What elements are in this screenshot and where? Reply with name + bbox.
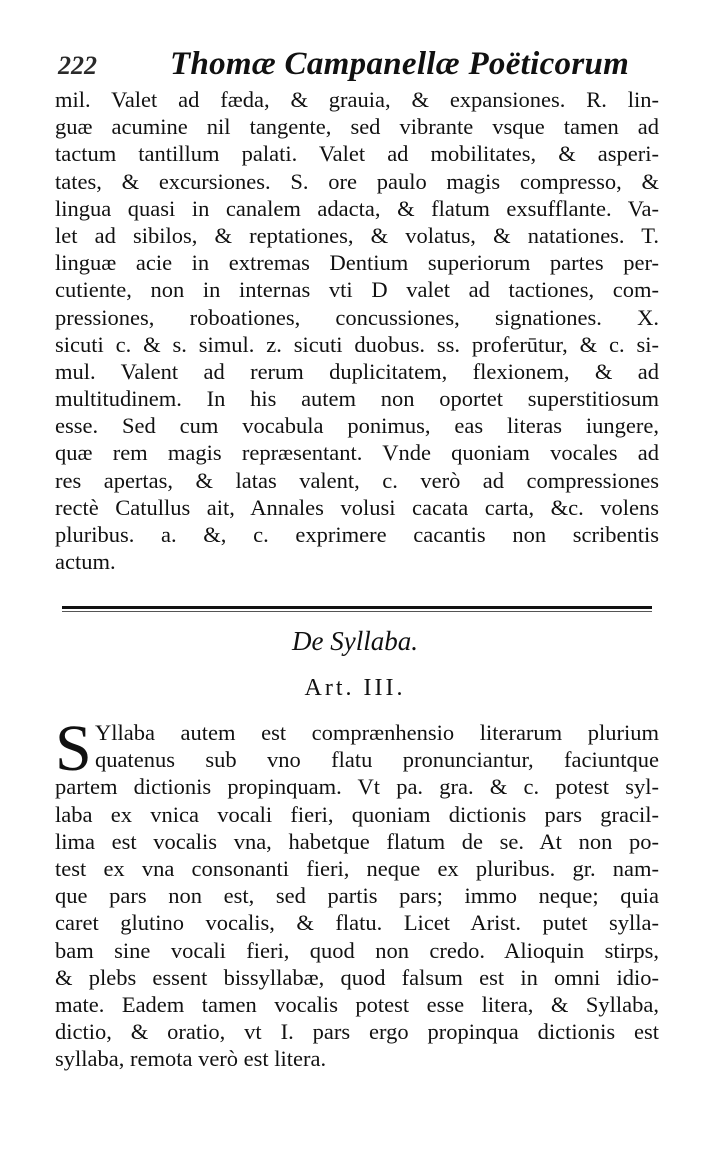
text-line: quatenus sub vno flatu pronunciantur, faciuntque [95, 747, 659, 773]
running-head [58, 46, 678, 84]
text-line: bam sine vocali fieri, quod non credo. Alioquin stirps, [55, 937, 659, 963]
section-divider-thin [62, 611, 652, 612]
text-line: partem dictionis propinquam. Vt pa. gra. & c. potest syl- [55, 774, 659, 800]
text-line: multitudinem. In his autem non oportet superstitiosum [55, 386, 659, 412]
text-line: res apertas, & latas valent, c. verò ad compressiones [55, 467, 659, 493]
text-line: rectè Catullus ait, Annales volusi cacata carta, &c. volens [55, 494, 659, 520]
running-title: Thomæ Campanellæ Poëticorum [170, 46, 630, 82]
section-divider [62, 606, 652, 609]
text-line: Yllaba autem est comprænhensio literarum plurium [95, 720, 659, 745]
page-number: 222 [58, 51, 97, 80]
text-line: dictio, & oratio, vt I. pars ergo propinqua dictionis est [55, 1019, 659, 1045]
text-line: actum. [55, 549, 116, 575]
section-title: De Syllaba. [292, 626, 418, 656]
text-line: let ad sibilos, & reptationes, & volatus, & natationes. T. [55, 222, 659, 248]
article-heading: Art. III. [304, 675, 406, 701]
text-line: linguæ acie in extremas Dentium superiorum partes per- [55, 250, 659, 276]
text-line: syllaba, remota verò est litera. [55, 1046, 327, 1072]
text-line: & plebs essent bissyllabæ, quod falsum est in omni idio- [55, 964, 659, 990]
text-line: lima est vocalis vna, habetque flatum de se. At non po- [55, 828, 659, 854]
text-line: caret glutino vocalis, & flatu. Licet Arist. putet sylla- [55, 910, 659, 936]
text-line: guæ acumine nil tangente, sed vibrante vsque tamen ad [55, 114, 659, 140]
body-paragraph [55, 719, 659, 1072]
text-line: mate. Eadem tamen vocalis potest esse litera, & Syllaba, [55, 991, 659, 1017]
drop-cap: S [55, 712, 92, 785]
text-line: esse. Sed cum vocabula ponimus, eas literas iungere, [55, 413, 659, 439]
text-line: que pars non est, sed partis pars; immo neque; quia [55, 883, 659, 909]
text-line: quæ rem magis repræsentant. Vnde quoniam vocales ad [55, 440, 659, 466]
text-line: tactum tantillum palati. Valet ad mobilitates, & asperi- [55, 141, 659, 167]
text-line: mil. Valet ad fæda, & grauia, & expansiones. R. lin- [55, 87, 659, 112]
text-line: lingua quasi in canalem adacta, & flatum exsufflante. Va- [55, 195, 659, 221]
text-line: mul. Valent ad rerum duplicitatem, flexionem, & ad [55, 358, 659, 384]
text-line: tates, & excursiones. S. ore paulo magis compresso, & [55, 168, 659, 194]
text-line: cutiente, non in internas vti D valet ad tactiones, com- [55, 277, 659, 303]
text-line: pluribus. a. &, c. exprimere cacantis non scribentis [55, 522, 659, 547]
text-line: sicuti c. & s. simul. z. sicuti duobus. ss. proferūtur, & c. si- [55, 331, 659, 357]
top-paragraph [55, 86, 659, 575]
text-line: pressiones, roboationes, concussiones, signationes. X. [55, 304, 659, 330]
text-line: laba ex vnica vocali fieri, quoniam dictionis pars gracil- [55, 801, 659, 827]
text-line: test ex vna consonanti fieri, neque ex pluribus. gr. nam- [55, 855, 659, 881]
